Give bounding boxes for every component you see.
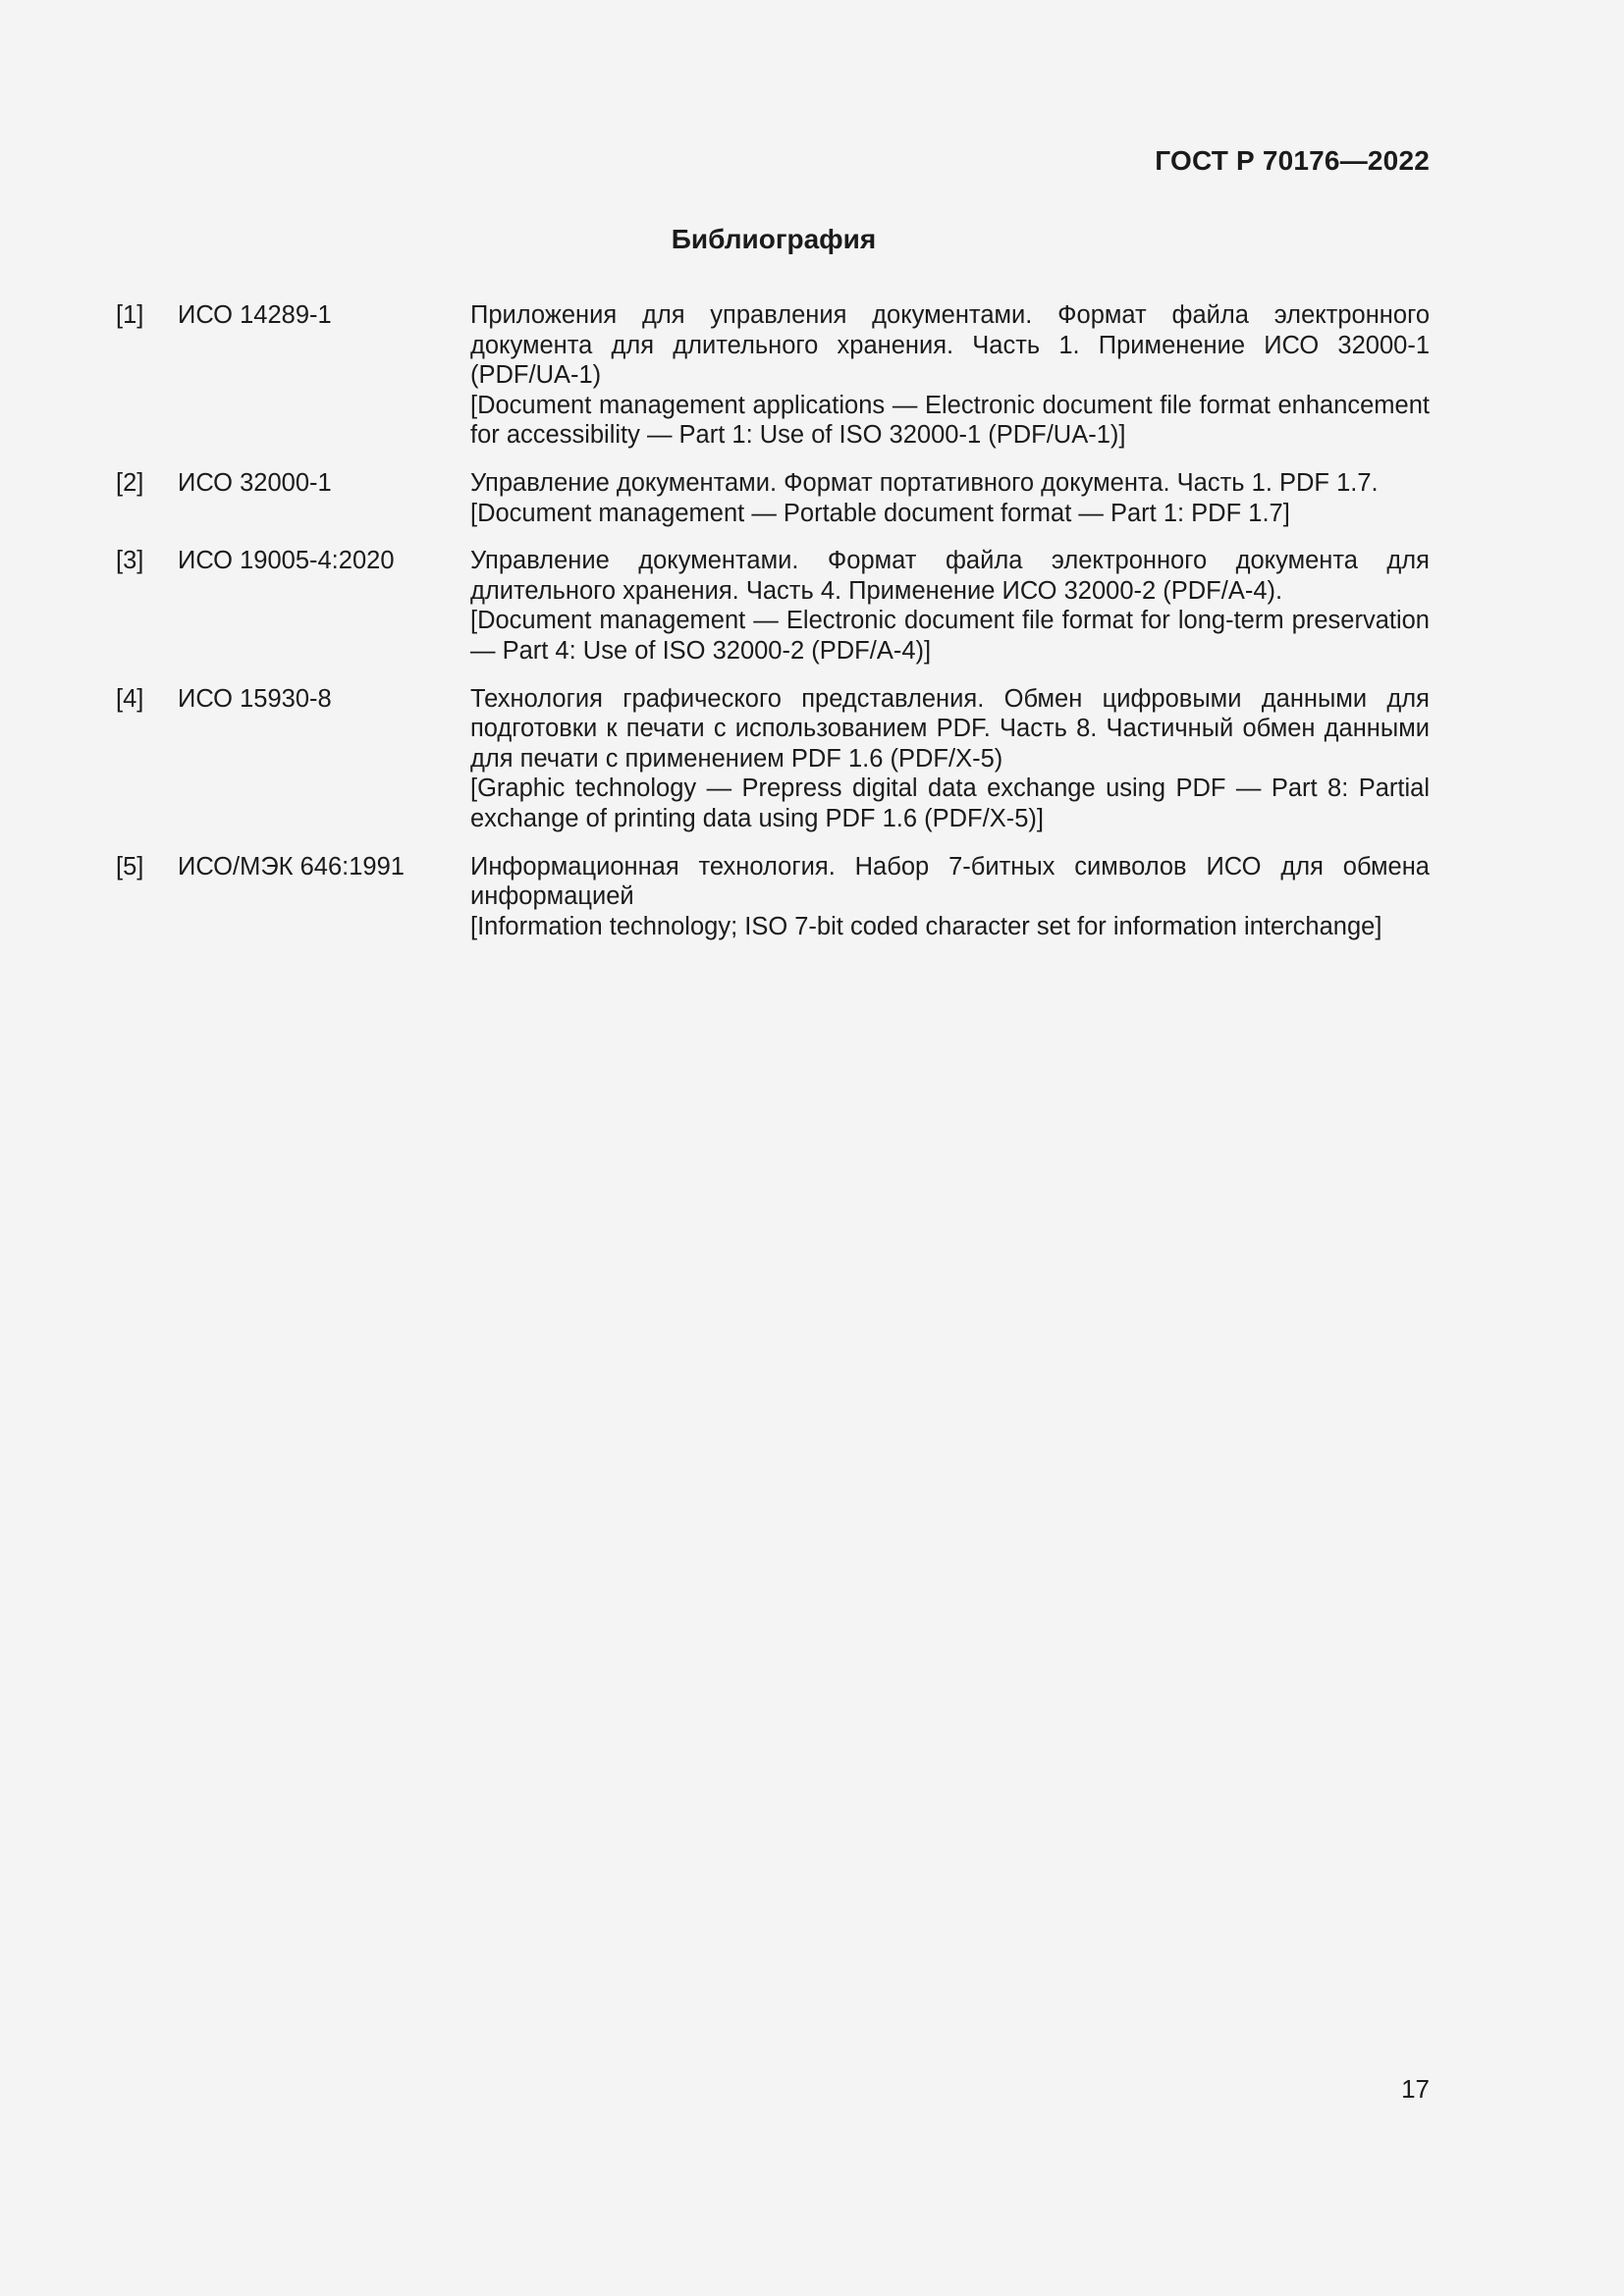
english-title: [Document management applications — Electronic document file format enhancement for accessibility — Part 1: Use of ISO 32000-1 (PDF/UA-1)] bbox=[470, 391, 1430, 450]
entry-description bbox=[470, 300, 1430, 451]
entry-description bbox=[470, 852, 1430, 942]
entry-number: [4] bbox=[116, 684, 144, 713]
russian-title: Информационная технология. Набор 7-битных символов ИСО для обмена информацией bbox=[470, 852, 1430, 911]
bibliography-list bbox=[116, 300, 1430, 959]
english-title: [Document management — Electronic document file format for long-term preservation — Part 4: Use of ISO 32000-2 (PDF/A-4)] bbox=[470, 607, 1430, 665]
bibliography-entry bbox=[116, 468, 1430, 528]
standard-code: ИСО 14289-1 bbox=[178, 301, 332, 329]
russian-title: Управление документами. Формат файла электронного документа для длительного хранения. Часть 4. Применение ИСО 32000-2 (PDF/A-4). bbox=[470, 547, 1430, 605]
entry-number: [2] bbox=[116, 468, 144, 497]
entry-description bbox=[470, 468, 1430, 528]
standard-code: ИСО/МЭК 646:1991 bbox=[178, 852, 405, 881]
entry-number: [1] bbox=[116, 301, 144, 329]
english-title: [Graphic technology — Prepress digital data exchange using PDF — Part 8: Partial exchange of printing data using PDF 1.6 (PDF/X-5)] bbox=[470, 774, 1430, 832]
entry-number: [3] bbox=[116, 547, 144, 575]
entry-description bbox=[470, 684, 1430, 834]
russian-title: Технология графического представления. Обмен цифровыми данными для подготовки к печати с использованием PDF. Часть 8. Частичный обмен данными для печати с применением PDF 1.6 (PDF/X-5) bbox=[470, 684, 1430, 773]
english-title: [Information technology; ISO 7-bit coded character set for information interchange] bbox=[470, 912, 1382, 940]
bibliography-entry bbox=[116, 546, 1430, 666]
standard-code: ИСО 15930-8 bbox=[178, 684, 332, 713]
page-number: 17 bbox=[1401, 2074, 1430, 2104]
russian-title: Приложения для управления документами. Формат файла электронного документа для длительного хранения. Часть 1. Применение ИСО 32000-1 (PDF/UA-1) bbox=[470, 301, 1430, 390]
bibliography-entry bbox=[116, 852, 1430, 942]
bibliography-entry bbox=[116, 300, 1430, 451]
bibliography-entry bbox=[116, 684, 1430, 834]
russian-title: Управление документами. Формат портативного документа. Часть 1. PDF 1.7. bbox=[470, 468, 1379, 497]
standard-code: ИСО 32000-1 bbox=[178, 468, 332, 497]
english-title: [Document management — Portable document format — Part 1: PDF 1.7] bbox=[470, 499, 1290, 527]
entry-number: [5] bbox=[116, 852, 144, 881]
document-code: ГОСТ Р 70176—2022 bbox=[1155, 145, 1430, 176]
entry-description bbox=[470, 546, 1430, 666]
section-title: Библиография bbox=[671, 224, 877, 254]
standard-code: ИСО 19005-4:2020 bbox=[178, 547, 395, 575]
